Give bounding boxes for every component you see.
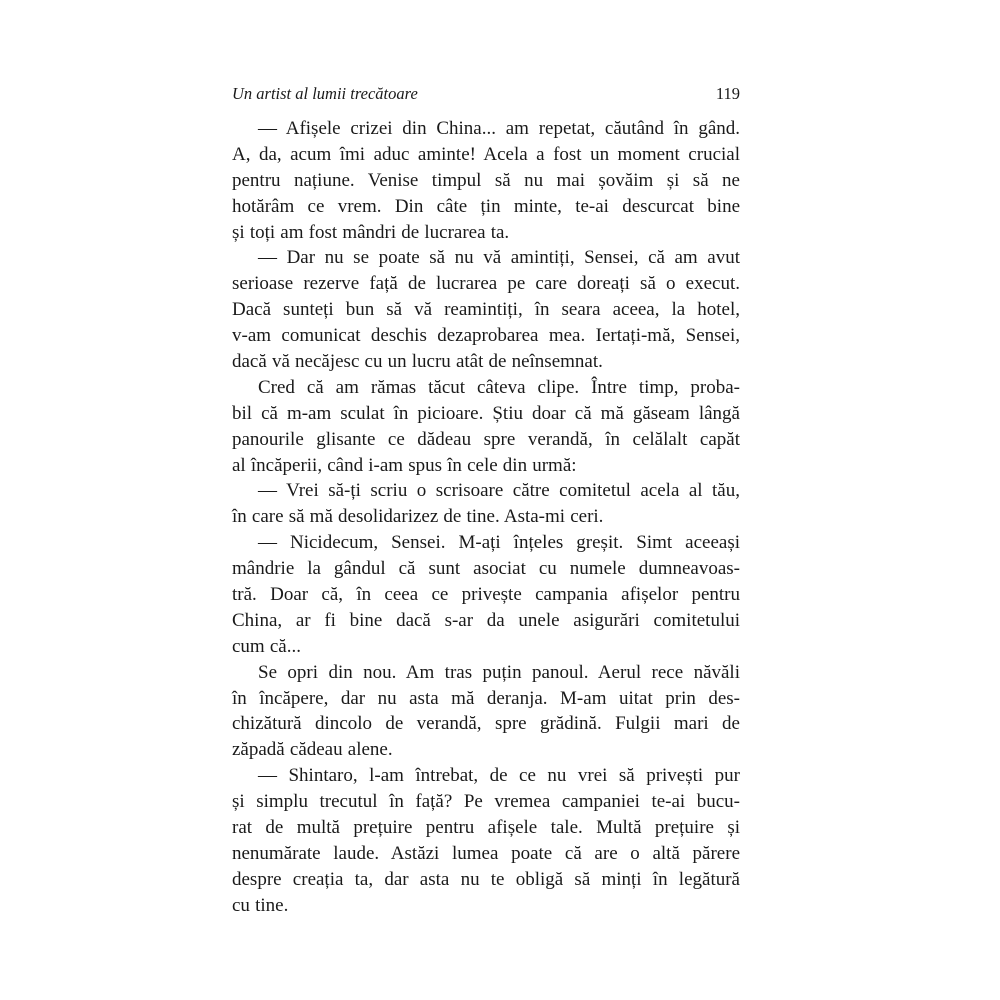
paragraph bbox=[232, 375, 740, 479]
text-line: — Vrei să-ți scriu o scrisoare către comitetul acela al tău, bbox=[258, 480, 740, 502]
text-line: și toți am fost mândri de lucrarea ta. bbox=[232, 221, 510, 243]
text-line: — Afișele crizei din China... am repetat, căutând în gând. bbox=[258, 118, 740, 139]
paragraph bbox=[232, 763, 740, 918]
text-line: dacă vă necăjesc cu un lucru atât de neînsemnat. bbox=[232, 351, 603, 373]
text-line: v-am comunicat deschis dezaprobarea mea. Iertați-mă, Sensei, bbox=[232, 325, 740, 347]
text-line: — Nicidecum, Sensei. M-ați înțeles greșit. Simt aceeași bbox=[258, 532, 740, 554]
text-line: tră. Doar că, în ceea ce privește campania afișelor pentru bbox=[232, 584, 740, 606]
text-line: Cred că am rămas tăcut câteva clipe. Între timp, proba- bbox=[258, 376, 740, 398]
text-line: pentru națiune. Venise timpul să nu mai șovăim și să ne bbox=[232, 169, 740, 191]
text-line: despre creația ta, dar asta nu te obligă să minți în legătură bbox=[232, 868, 740, 890]
running-title: Un artist al lumii trecătoare bbox=[232, 84, 418, 103]
text-line: hotărâm ce vrem. Din câte țin minte, te-ai descurcat bine bbox=[232, 195, 740, 217]
running-head bbox=[232, 84, 740, 110]
text-line: zăpadă cădeau alene. bbox=[232, 739, 393, 761]
text-line: chizătură dincolo de verandă, spre grădină. Fulgii mari de bbox=[232, 713, 740, 735]
paragraph bbox=[232, 530, 740, 659]
page-number: 119 bbox=[715, 84, 740, 103]
text-line: al încăperii, când i-am spus în cele din urmă: bbox=[232, 454, 577, 476]
text-line: Se opri din nou. Am tras puțin panoul. Aerul rece năvăli bbox=[258, 661, 740, 683]
text-line: panourile glisante ce dădeau spre verandă, în celălalt capăt bbox=[232, 428, 740, 450]
text-line: mândrie la gândul că sunt asociat cu numele dumneavoas- bbox=[232, 558, 740, 580]
text-line: Dacă sunteți bun să vă reamintiți, în seara aceea, la hotel, bbox=[232, 299, 740, 321]
text-line: bil că m-am sculat în picioare. Știu doar că mă găseam lângă bbox=[232, 402, 740, 424]
text-line: cu tine. bbox=[232, 894, 289, 916]
text-line: rat de multă prețuire pentru afișele tale. Multă prețuire și bbox=[232, 817, 740, 839]
text-line: — Shintaro, l-am întrebat, de ce nu vrei să privești pur bbox=[258, 765, 740, 787]
paragraph bbox=[232, 478, 740, 530]
text-line: China, ar fi bine dacă s-ar da unele asigurări comitetului bbox=[232, 609, 740, 631]
text-line: și simplu trecutul în față? Pe vremea campaniei te-ai bucu- bbox=[232, 791, 740, 813]
text-block bbox=[232, 116, 740, 919]
paragraph bbox=[232, 245, 740, 374]
text-line: cum că... bbox=[232, 635, 301, 657]
text-line: în care să mă desolidarizez de tine. Asta-mi ceri. bbox=[232, 506, 604, 528]
text-line: serioase rezerve față de lucrarea pe care doreați să o execut. bbox=[232, 273, 740, 295]
paragraph bbox=[232, 116, 740, 245]
text-line: — Dar nu se poate să nu vă amintiți, Sensei, că am avut bbox=[258, 247, 740, 269]
text-line: nenumărate laude. Astăzi lumea poate că are o altă părere bbox=[232, 842, 740, 864]
text-line: A, da, acum îmi aduc aminte! Acela a fost un moment crucial bbox=[232, 143, 740, 165]
text-line: în încăpere, dar nu asta mă deranja. M-am uitat prin des- bbox=[232, 687, 740, 709]
paragraph bbox=[232, 660, 740, 764]
